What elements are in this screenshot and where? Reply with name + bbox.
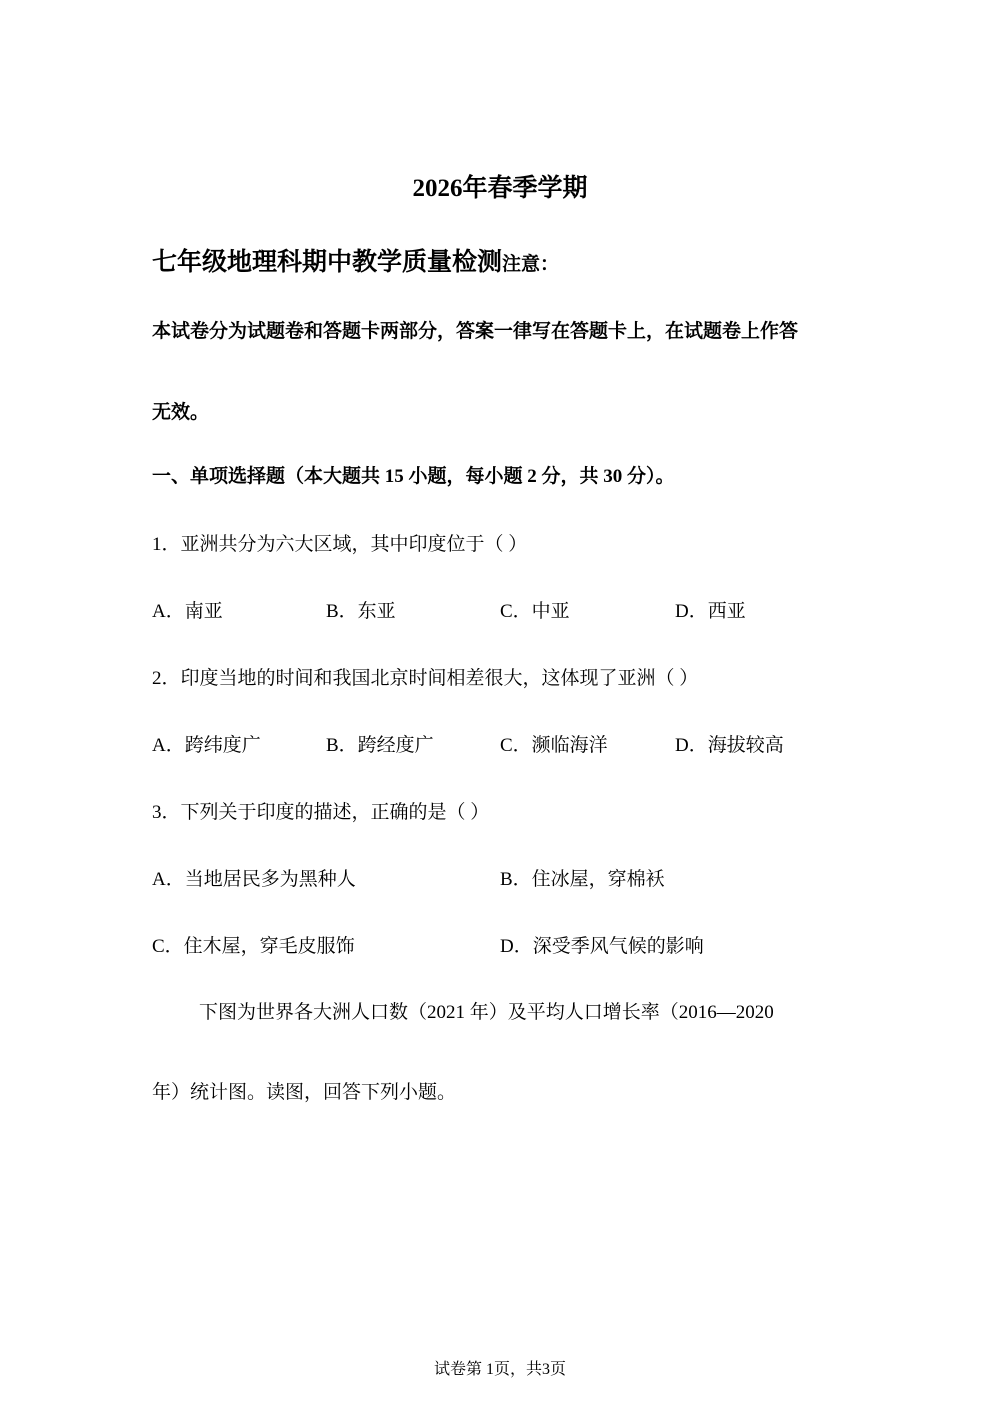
question-2-option-c: C．濒临海洋 (500, 735, 608, 756)
page-footer: 试卷第 1页，共3页 (433, 1361, 566, 1378)
notice-line-1: 本试卷分为试题卷和答题卡两部分，答案一律写在答题卡上，在试题卷上作答 (152, 321, 799, 342)
question-2-option-d: D．海拔较高 (675, 735, 784, 756)
question-3-option-a: A．当地居民多为黑种人 (152, 869, 356, 890)
question-3-option-d: D．深受季风气候的影响 (500, 936, 704, 957)
question-2-option-a: A．跨纬度广 (152, 735, 261, 756)
passage-line-1: 下图为世界各大洲人口数（2021 年）及平均人口增长率（2016—2020 (199, 1002, 774, 1023)
question-2-option-b: B．跨经度广 (326, 735, 434, 756)
exam-subject-title: 七年级地理科期中教学质量检测 (152, 249, 503, 276)
exam-title: 2026年春季学期 (412, 175, 588, 202)
question-1-option-d: D．西亚 (675, 601, 746, 622)
passage-line-2: 年）统计图。读图，回答下列小题。 (152, 1082, 457, 1103)
note-label: 注意： (502, 254, 560, 275)
question-3-option-b: B．住冰屋，穿棉袄 (500, 869, 665, 890)
question-3-option-c: C．住木屋，穿毛皮服饰 (152, 936, 355, 957)
question-3-stem: 3．下列关于印度的描述，正确的是（ ） (152, 802, 490, 823)
question-2-stem: 2．印度当地的时间和我国北京时间相差很大，这体现了亚洲（ ） (152, 668, 699, 689)
question-1-option-c: C．中亚 (500, 601, 570, 622)
question-1-option-a: A．南亚 (152, 601, 223, 622)
exam-subtitle (152, 242, 559, 278)
question-1-option-b: B．东亚 (326, 601, 396, 622)
section-heading: 一、单项选择题（本大题共 15 小题，每小题 2 分，共 30 分）。 (152, 466, 675, 487)
question-1-stem: 1．亚洲共分为六大区域，其中印度位于（ ） (152, 534, 528, 555)
notice-line-2: 无效。 (152, 402, 210, 423)
